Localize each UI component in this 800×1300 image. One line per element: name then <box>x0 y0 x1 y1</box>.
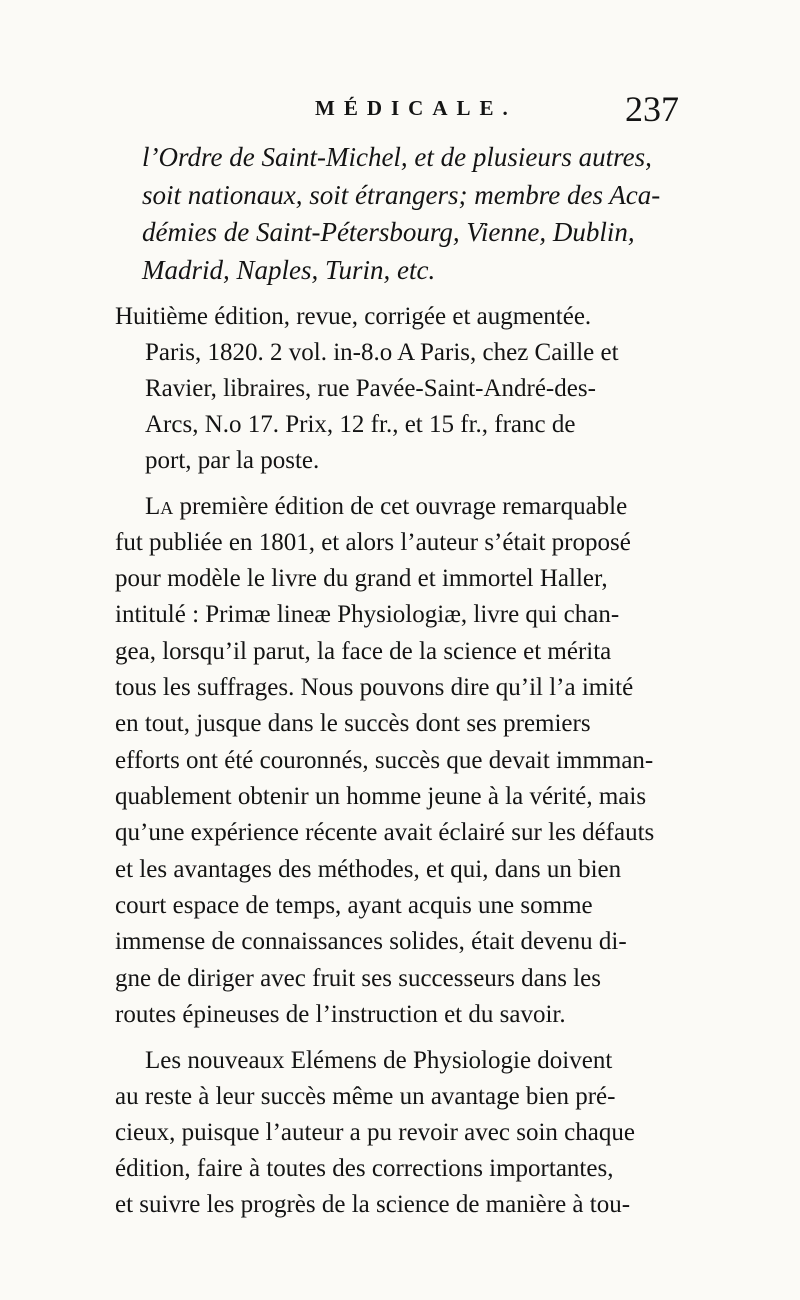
paragraph-line: cieux, puisque l’auteur a pu revoir avec soin chaque <box>115 1119 635 1146</box>
paragraph-line: immense de connaissances solides, était devenu di- <box>115 928 627 955</box>
paragraph-line: efforts ont été couronnés, succès que devait immman- <box>115 747 654 774</box>
paragraph-line: fut publiée en 1801, et alors l’auteur s’était proposé <box>115 529 631 556</box>
edition-line: Paris, 1820. 2 vol. in-8.o A Paris, chez Caille et <box>145 339 619 366</box>
paragraph-line: quablement obtenir un homme jeune à la vérité, mais <box>115 783 647 810</box>
paragraph-line: Les nouveaux Elémens de Physiologie doivent <box>145 1047 613 1074</box>
paragraph-line: gne de diriger avec fruit ses successeurs dans les <box>115 965 601 992</box>
paragraph-line: et les avantages des méthodes, et qui, dans un bien <box>115 856 622 883</box>
paragraph-line: tous les suffrages. Nous pouvons dire qu’il l’a imité <box>115 674 634 701</box>
edition-line: Huitième édition, revue, corrigée et augmentée. <box>115 303 592 330</box>
citation-line: l’Ordre de Saint-Michel, et de plusieurs autres, <box>142 142 652 172</box>
page-number: 237 <box>625 89 679 129</box>
paragraph-line <box>145 492 627 522</box>
paragraph-line: au reste à leur succès même un avantage bien pré- <box>115 1083 616 1110</box>
paragraph-line: édition, faire à toutes des corrections importantes, <box>115 1155 614 1182</box>
citation-line: Madrid, Naples, Turin, etc. <box>142 255 436 285</box>
edition-line: Ravier, libraires, rue Pavée-Saint-André-des- <box>145 375 596 402</box>
paragraph-line: intitulé : Primæ lineæ Physiologiæ, livre qui chan- <box>115 601 620 628</box>
paragraph-line: routes épineuses de l’instruction et du savoir. <box>115 1001 566 1028</box>
paragraph-line: pour modèle le livre du grand et immortel Haller, <box>115 565 608 592</box>
paragraph-line: court espace de temps, ayant acquis une somme <box>115 892 593 919</box>
paragraph-line-text: première édition de cet ouvrage remarquable <box>179 493 628 520</box>
lead-word: La <box>145 493 174 520</box>
running-head <box>0 89 800 132</box>
paragraph-line: en tout, jusque dans le succès dont ses premiers <box>115 710 591 737</box>
running-title: MÉDICALE. <box>315 96 517 120</box>
edition-line: port, par la poste. <box>145 447 320 474</box>
citation-line: démies de Saint-Pétersbourg, Vienne, Dublin, <box>142 217 635 247</box>
paragraph-line: qu’une expérience récente avait éclairé sur les défauts <box>115 819 655 846</box>
paragraph-line: gea, lorsqu’il parut, la face de la science et mérita <box>115 638 612 665</box>
paragraph-line: et suivre les progrès de la science de manière à tou- <box>115 1191 631 1218</box>
edition-line: Arcs, N.o 17. Prix, 12 fr., et 15 fr., franc de <box>145 411 576 438</box>
citation-line: soit nationaux, soit étrangers; membre des Aca- <box>142 180 661 210</box>
